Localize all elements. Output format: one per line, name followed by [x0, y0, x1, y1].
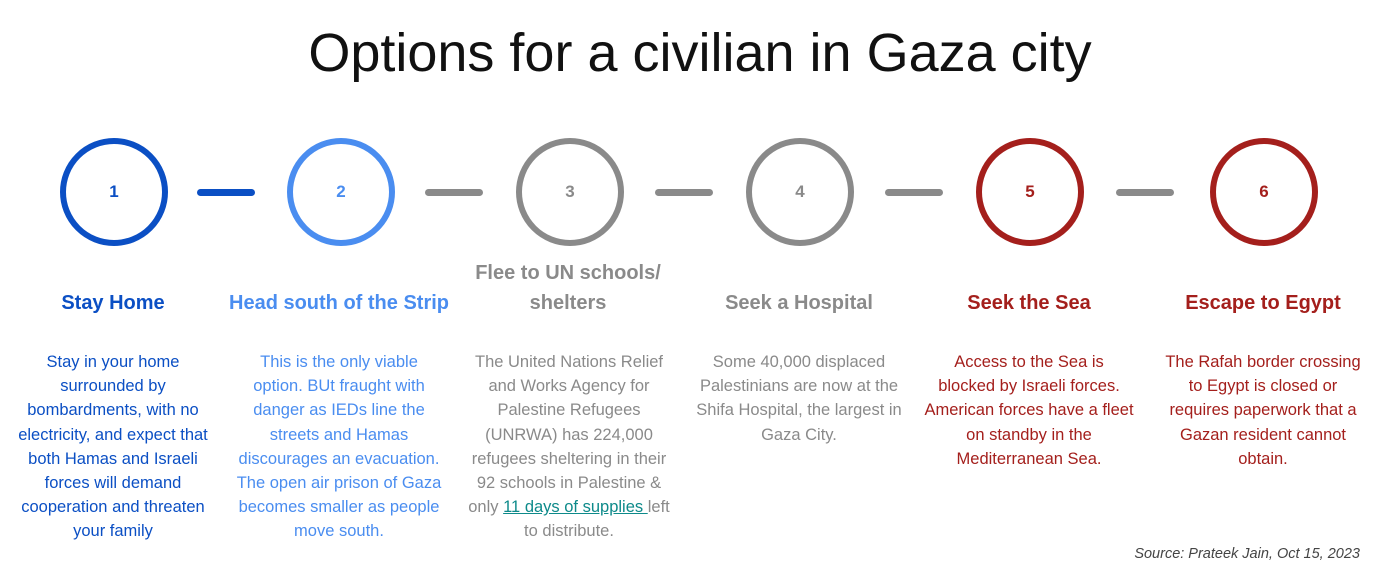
step-4-heading: Seek a Hospital — [725, 292, 873, 314]
connector-5-6 — [1116, 189, 1174, 196]
source-credit: Source: Prateek Jain, Oct 15, 2023 — [1134, 546, 1360, 562]
step-5-description: Access to the Sea is blocked by Israeli forces. American forces have a fleet on standby in the Mediterranean Sea. — [924, 353, 1134, 468]
step-1-number: 1 — [109, 182, 119, 201]
step-5-heading: Seek the Sea — [967, 292, 1091, 314]
step-3-number: 3 — [565, 182, 575, 201]
connector-3-4 — [655, 189, 713, 196]
step-3-description — [464, 350, 674, 544]
step-6-number: 6 — [1259, 182, 1269, 201]
connector-1-2 — [197, 189, 255, 196]
page-title: Options for a civilian in Gaza city — [308, 23, 1092, 83]
step-2-description: This is the only viable option. BUt fraught with danger as IEDs line the streets and Hamas discourages an evacuation. The open air prison of Gaza becomes smaller as people move south. — [236, 353, 442, 541]
step-3-circle — [516, 138, 624, 246]
step-6-description: The Rafah border crossing to Egypt is closed or requires paperwork that a Gazan resident cannot obtain. — [1165, 353, 1361, 468]
step-1-description: Stay in your home surrounded by bombardments, with no electricity, and expect that both Hamas and Israeli forces will demand cooperation and threaten your family — [18, 353, 208, 541]
step-6-circle — [1210, 138, 1318, 246]
step-2-number: 2 — [336, 182, 346, 201]
step-3-heading: Flee to UN schools/ shelters — [475, 262, 661, 314]
step-3-description-text: The United Nations Relief and Works Agency for Palestine Refugees (UNRWA) has 224,000 refugees sheltering in their 92 schools in Palestine & only — [468, 353, 667, 517]
supplies-link[interactable]: 11 days of supplies — [503, 498, 648, 517]
step-4-description: Some 40,000 displaced Palestinians are now at the Shifa Hospital, the largest in Gaza City. — [696, 353, 902, 444]
step-1-circle — [60, 138, 168, 246]
connector-2-3 — [425, 189, 483, 196]
step-3-description-end: left to distribute. — [524, 498, 670, 541]
step-2-circle — [287, 138, 395, 246]
step-4-circle — [746, 138, 854, 246]
step-5-number: 5 — [1025, 182, 1035, 201]
connector-4-5 — [885, 189, 943, 196]
step-2-heading: Head south of the Strip — [229, 292, 449, 314]
step-5-circle — [976, 138, 1084, 246]
step-4-number: 4 — [795, 182, 805, 201]
step-6-heading: Escape to Egypt — [1185, 292, 1341, 314]
step-1-heading: Stay Home — [61, 292, 165, 314]
